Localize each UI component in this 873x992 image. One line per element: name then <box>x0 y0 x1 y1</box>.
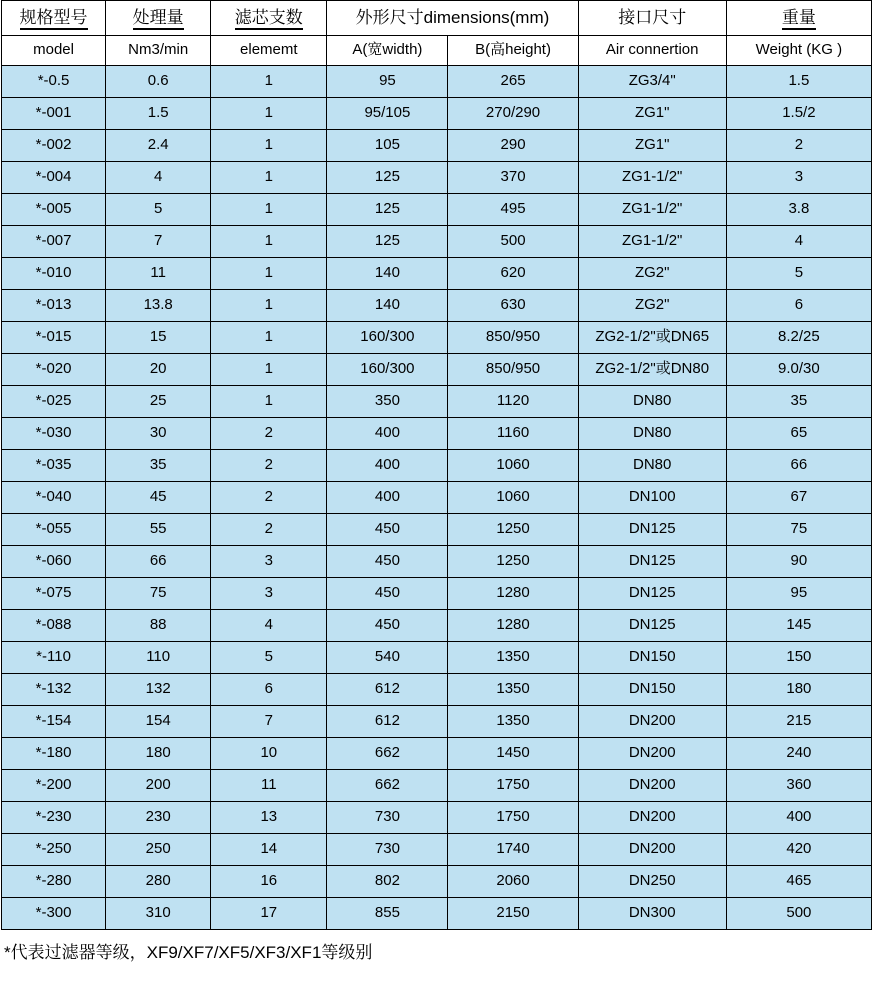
data-cell: 1.5/2 <box>726 98 871 130</box>
footnote: *代表过滤器等级，XF9/XF7/XF5/XF3/XF1等级别 <box>4 943 373 962</box>
data-cell: 110 <box>106 642 211 674</box>
data-cell: 125 <box>327 162 448 194</box>
header-top-cell-2 <box>211 1 327 36</box>
data-cell: 495 <box>448 194 578 226</box>
data-cell: 3 <box>726 162 871 194</box>
data-cell: 620 <box>448 258 578 290</box>
data-cell: ZG2" <box>578 258 726 290</box>
table-row <box>2 482 872 514</box>
model-cell: *-030 <box>2 418 106 450</box>
data-cell: DN80 <box>578 450 726 482</box>
data-cell: 1 <box>211 130 327 162</box>
table-header-row-sub <box>2 36 872 66</box>
data-cell: 11 <box>211 770 327 802</box>
model-cell: *-230 <box>2 802 106 834</box>
header-top-cell-4 <box>578 1 726 36</box>
data-cell: 4 <box>726 226 871 258</box>
data-cell: 1 <box>211 162 327 194</box>
table-row <box>2 354 872 386</box>
specification-table <box>1 0 872 930</box>
data-cell: 8.2/25 <box>726 322 871 354</box>
data-cell: 7 <box>106 226 211 258</box>
table-row <box>2 98 872 130</box>
model-cell: *-001 <box>2 98 106 130</box>
data-cell: 450 <box>327 578 448 610</box>
data-cell: 1 <box>211 354 327 386</box>
data-cell: 145 <box>726 610 871 642</box>
data-cell: 66 <box>106 546 211 578</box>
data-cell: 500 <box>726 898 871 930</box>
data-cell: 1350 <box>448 674 578 706</box>
data-cell: 2 <box>211 514 327 546</box>
data-cell: 30 <box>106 418 211 450</box>
data-cell: 662 <box>327 738 448 770</box>
header-top-label-2: 滤芯支数 <box>235 8 303 30</box>
data-cell: 75 <box>726 514 871 546</box>
model-cell: *-250 <box>2 834 106 866</box>
table-header <box>2 1 872 66</box>
header-top-cell-3 <box>327 1 578 36</box>
data-cell: 1350 <box>448 642 578 674</box>
data-cell: 230 <box>106 802 211 834</box>
data-cell: 850/950 <box>448 322 578 354</box>
data-cell: 67 <box>726 482 871 514</box>
table-body <box>2 66 872 930</box>
table-row <box>2 322 872 354</box>
data-cell: 150 <box>726 642 871 674</box>
data-cell: 9.0/30 <box>726 354 871 386</box>
data-cell: 95/105 <box>327 98 448 130</box>
data-cell: 88 <box>106 610 211 642</box>
table-row <box>2 226 872 258</box>
data-cell: DN200 <box>578 738 726 770</box>
data-cell: 850/950 <box>448 354 578 386</box>
data-cell: 450 <box>327 610 448 642</box>
data-cell: 160/300 <box>327 322 448 354</box>
data-cell: DN125 <box>578 610 726 642</box>
table-row <box>2 834 872 866</box>
model-cell: *-020 <box>2 354 106 386</box>
data-cell: DN150 <box>578 642 726 674</box>
data-cell: 75 <box>106 578 211 610</box>
data-cell: 612 <box>327 674 448 706</box>
model-cell: *-002 <box>2 130 106 162</box>
data-cell: 180 <box>106 738 211 770</box>
table-row <box>2 386 872 418</box>
data-cell: 420 <box>726 834 871 866</box>
header-top-label-0: 规格型号 <box>20 8 88 30</box>
data-cell: 1250 <box>448 514 578 546</box>
header-sub-cell-4: B(高height) <box>448 36 578 66</box>
header-top-cell-0 <box>2 1 106 36</box>
model-cell: *-040 <box>2 482 106 514</box>
table-row <box>2 130 872 162</box>
data-cell: 13 <box>211 802 327 834</box>
header-sub-cell-2: elememt <box>211 36 327 66</box>
data-cell: 180 <box>726 674 871 706</box>
header-top-label-4: 接口尺寸 <box>618 7 687 27</box>
data-cell: 2150 <box>448 898 578 930</box>
data-cell: 1060 <box>448 450 578 482</box>
data-cell: ZG1" <box>578 98 726 130</box>
data-cell: 1.5 <box>726 66 871 98</box>
data-cell: 1120 <box>448 386 578 418</box>
data-cell: DN200 <box>578 802 726 834</box>
data-cell: 20 <box>106 354 211 386</box>
data-cell: 2 <box>211 450 327 482</box>
data-cell: 1160 <box>448 418 578 450</box>
data-cell: 1250 <box>448 546 578 578</box>
data-cell: 1 <box>211 322 327 354</box>
data-cell: 400 <box>327 418 448 450</box>
model-cell: *-088 <box>2 610 106 642</box>
data-cell: 630 <box>448 290 578 322</box>
data-cell: 2060 <box>448 866 578 898</box>
table-row <box>2 66 872 98</box>
data-cell: DN300 <box>578 898 726 930</box>
data-cell: 280 <box>106 866 211 898</box>
data-cell: ZG2-1/2"或DN65 <box>578 322 726 354</box>
table-row <box>2 738 872 770</box>
header-top-cell-1 <box>106 1 211 36</box>
data-cell: ZG1-1/2" <box>578 226 726 258</box>
data-cell: 662 <box>327 770 448 802</box>
table-row <box>2 898 872 930</box>
model-cell: *-010 <box>2 258 106 290</box>
header-sub-cell-6: Weight (KG ) <box>726 36 871 66</box>
model-cell: *-180 <box>2 738 106 770</box>
data-cell: ZG1-1/2" <box>578 194 726 226</box>
model-cell: *-004 <box>2 162 106 194</box>
data-cell: 5 <box>106 194 211 226</box>
table-row <box>2 802 872 834</box>
data-cell: 11 <box>106 258 211 290</box>
model-cell: *-005 <box>2 194 106 226</box>
header-top-cell-5 <box>726 1 871 36</box>
header-sub-cell-1: Nm3/min <box>106 36 211 66</box>
data-cell: ZG2-1/2"或DN80 <box>578 354 726 386</box>
header-top-label-3: 外形尺寸dimensions(mm) <box>355 7 550 27</box>
data-cell: 360 <box>726 770 871 802</box>
data-cell: 730 <box>327 802 448 834</box>
data-cell: 15 <box>106 322 211 354</box>
header-sub-cell-3: A(宽width) <box>327 36 448 66</box>
table-row <box>2 578 872 610</box>
data-cell: 5 <box>726 258 871 290</box>
data-cell: 370 <box>448 162 578 194</box>
data-cell: 125 <box>327 226 448 258</box>
table-row <box>2 418 872 450</box>
data-cell: DN250 <box>578 866 726 898</box>
data-cell: 3.8 <box>726 194 871 226</box>
data-cell: 55 <box>106 514 211 546</box>
data-cell: 290 <box>448 130 578 162</box>
data-cell: 730 <box>327 834 448 866</box>
data-cell: 0.6 <box>106 66 211 98</box>
data-cell: DN200 <box>578 770 726 802</box>
data-cell: 1 <box>211 194 327 226</box>
model-cell: *-015 <box>2 322 106 354</box>
data-cell: DN80 <box>578 418 726 450</box>
data-cell: 154 <box>106 706 211 738</box>
model-cell: *-055 <box>2 514 106 546</box>
data-cell: 6 <box>726 290 871 322</box>
model-cell: *-0.5 <box>2 66 106 98</box>
data-cell: DN125 <box>578 578 726 610</box>
data-cell: 310 <box>106 898 211 930</box>
header-sub-cell-0: model <box>2 36 106 66</box>
table-row <box>2 642 872 674</box>
data-cell: 270/290 <box>448 98 578 130</box>
table-row <box>2 610 872 642</box>
data-cell: 1 <box>211 386 327 418</box>
table-header-row-top <box>2 1 872 36</box>
data-cell: 240 <box>726 738 871 770</box>
data-cell: 612 <box>327 706 448 738</box>
data-cell: 25 <box>106 386 211 418</box>
data-cell: 160/300 <box>327 354 448 386</box>
data-cell: 855 <box>327 898 448 930</box>
model-cell: *-154 <box>2 706 106 738</box>
data-cell: 1740 <box>448 834 578 866</box>
data-cell: DN125 <box>578 514 726 546</box>
data-cell: DN100 <box>578 482 726 514</box>
data-cell: DN80 <box>578 386 726 418</box>
data-cell: 1 <box>211 290 327 322</box>
header-sub-cell-5: Air connertion <box>578 36 726 66</box>
model-cell: *-200 <box>2 770 106 802</box>
data-cell: 215 <box>726 706 871 738</box>
table-row <box>2 194 872 226</box>
data-cell: 1 <box>211 66 327 98</box>
data-cell: 1 <box>211 226 327 258</box>
data-cell: 10 <box>211 738 327 770</box>
table-row <box>2 514 872 546</box>
data-cell: 250 <box>106 834 211 866</box>
header-top-label-5: 重量 <box>782 8 816 30</box>
data-cell: 540 <box>327 642 448 674</box>
data-cell: 35 <box>726 386 871 418</box>
data-cell: 465 <box>726 866 871 898</box>
data-cell: 45 <box>106 482 211 514</box>
data-cell: 105 <box>327 130 448 162</box>
data-cell: 66 <box>726 450 871 482</box>
data-cell: 14 <box>211 834 327 866</box>
model-cell: *-025 <box>2 386 106 418</box>
data-cell: 450 <box>327 514 448 546</box>
model-cell: *-035 <box>2 450 106 482</box>
data-cell: 1 <box>211 98 327 130</box>
data-cell: 1 <box>211 258 327 290</box>
data-cell: 2 <box>211 418 327 450</box>
data-cell: 90 <box>726 546 871 578</box>
data-cell: 17 <box>211 898 327 930</box>
data-cell: 35 <box>106 450 211 482</box>
data-cell: 5 <box>211 642 327 674</box>
data-cell: 4 <box>106 162 211 194</box>
data-cell: 140 <box>327 290 448 322</box>
data-cell: 95 <box>726 578 871 610</box>
data-cell: 400 <box>327 450 448 482</box>
data-cell: 1060 <box>448 482 578 514</box>
data-cell: 1280 <box>448 578 578 610</box>
data-cell: 1350 <box>448 706 578 738</box>
data-cell: 3 <box>211 546 327 578</box>
data-cell: DN150 <box>578 674 726 706</box>
data-cell: 450 <box>327 546 448 578</box>
data-cell: 3 <box>211 578 327 610</box>
data-cell: 13.8 <box>106 290 211 322</box>
table-row <box>2 770 872 802</box>
data-cell: 95 <box>327 66 448 98</box>
data-cell: 7 <box>211 706 327 738</box>
table-row <box>2 706 872 738</box>
data-cell: ZG3/4" <box>578 66 726 98</box>
data-cell: ZG2" <box>578 290 726 322</box>
data-cell: ZG1" <box>578 130 726 162</box>
data-cell: 1.5 <box>106 98 211 130</box>
data-cell: 2 <box>211 482 327 514</box>
data-cell: 2 <box>726 130 871 162</box>
data-cell: 16 <box>211 866 327 898</box>
data-cell: 350 <box>327 386 448 418</box>
data-cell: 65 <box>726 418 871 450</box>
data-cell: 140 <box>327 258 448 290</box>
data-cell: 1280 <box>448 610 578 642</box>
data-cell: 400 <box>726 802 871 834</box>
data-cell: 1750 <box>448 770 578 802</box>
data-cell: 1450 <box>448 738 578 770</box>
data-cell: 200 <box>106 770 211 802</box>
model-cell: *-060 <box>2 546 106 578</box>
table-row <box>2 674 872 706</box>
model-cell: *-132 <box>2 674 106 706</box>
data-cell: 1750 <box>448 802 578 834</box>
model-cell: *-013 <box>2 290 106 322</box>
data-cell: DN125 <box>578 546 726 578</box>
table-row <box>2 546 872 578</box>
data-cell: 125 <box>327 194 448 226</box>
data-cell: 2.4 <box>106 130 211 162</box>
data-cell: 265 <box>448 66 578 98</box>
model-cell: *-110 <box>2 642 106 674</box>
model-cell: *-300 <box>2 898 106 930</box>
data-cell: 4 <box>211 610 327 642</box>
data-cell: 132 <box>106 674 211 706</box>
data-cell: 802 <box>327 866 448 898</box>
header-top-label-1: 处理量 <box>133 8 184 30</box>
table-row <box>2 450 872 482</box>
table-row <box>2 290 872 322</box>
data-cell: DN200 <box>578 834 726 866</box>
model-cell: *-007 <box>2 226 106 258</box>
table-row <box>2 162 872 194</box>
model-cell: *-280 <box>2 866 106 898</box>
data-cell: 6 <box>211 674 327 706</box>
data-cell: DN200 <box>578 706 726 738</box>
data-cell: 400 <box>327 482 448 514</box>
table-row <box>2 866 872 898</box>
table-row <box>2 258 872 290</box>
data-cell: 500 <box>448 226 578 258</box>
model-cell: *-075 <box>2 578 106 610</box>
data-cell: ZG1-1/2" <box>578 162 726 194</box>
